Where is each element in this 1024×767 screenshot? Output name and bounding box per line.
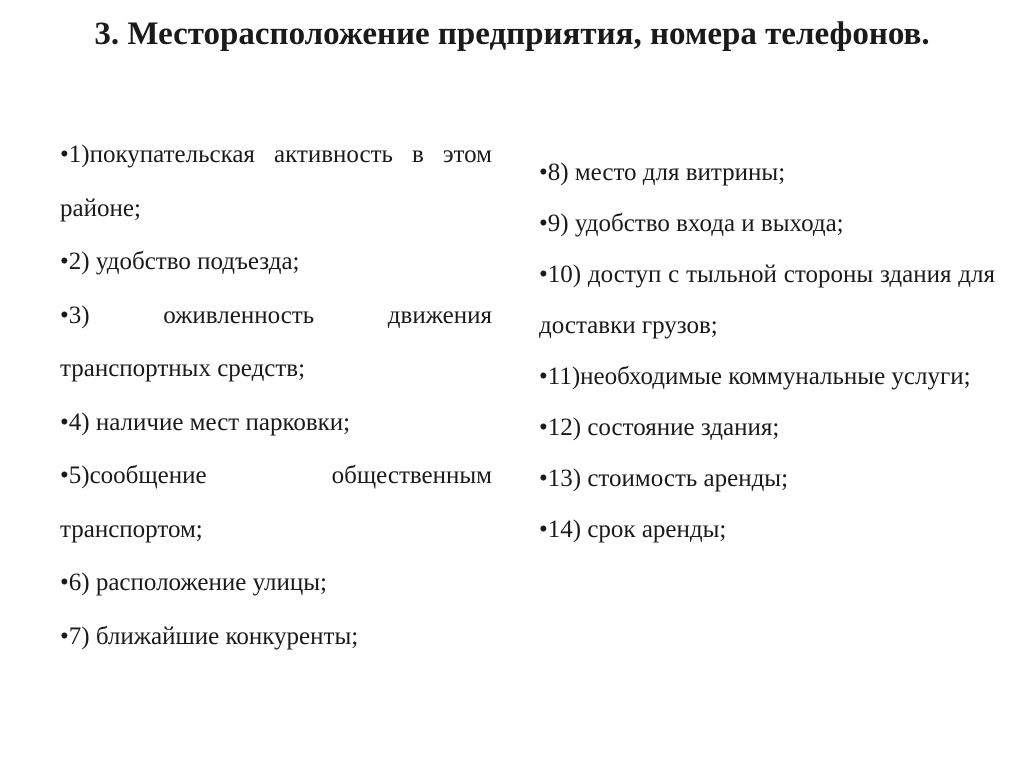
list-item-3: •3) оживленность движения транспортных средств;	[60, 301, 492, 382]
list-item-8: •8) место для витрины;	[539, 159, 786, 186]
list-item-4: •4) наличие мест парковки;	[60, 408, 351, 436]
list-item-5: •5)сообщение общественным транспортом;	[60, 462, 492, 543]
list-item-6: •6) расположение улицы;	[60, 569, 327, 596]
list-item-10: •10) доступ с тыльной стороны здания для доставки грузов;	[539, 261, 995, 339]
list-item-11: •11)необходимые коммунальные услуги;	[539, 363, 971, 390]
list-item-14: •14) срок аренды;	[539, 516, 727, 543]
list-item-9: •9) удобство входа и выхода;	[539, 210, 844, 237]
slide-title: 3. Месторасположение предприятия, номера телефонов.	[94, 16, 930, 52]
list-item-2: •2) удобство подъезда;	[60, 248, 300, 275]
factors-list-left	[60, 128, 492, 663]
list-item-7: •7) ближайшие конкуренты;	[60, 622, 359, 650]
list-item-12: •12) состояние здания;	[539, 414, 780, 441]
factors-list-right	[539, 147, 995, 555]
list-item-1: •1)покупательская активность в этом районе;	[60, 141, 492, 222]
list-item-13: •13) стоимость аренды;	[539, 465, 789, 492]
